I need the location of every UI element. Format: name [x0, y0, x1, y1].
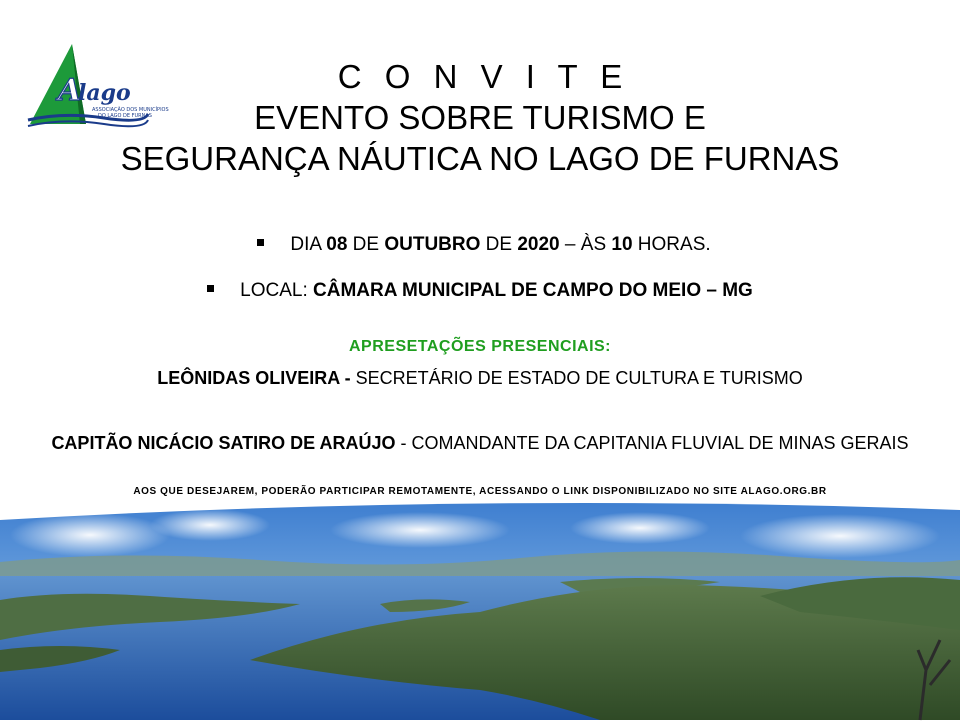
square-bullet-icon — [257, 239, 264, 246]
svg-text:A: A — [58, 73, 82, 108]
svg-text:lago: lago — [78, 80, 131, 106]
date-suffix: HORAS. — [632, 234, 711, 255]
location-label: LOCAL: — [240, 280, 314, 301]
logo-tagline-1: ASSOCIAÇÃO DOS MUNICÍPIOS — [92, 107, 169, 113]
speaker-2-name: CAPITÃO NICÁCIO SATIRO DE ARAÚJO — [51, 433, 396, 453]
date-de-2: DE — [480, 234, 518, 255]
date-month: OUTUBRO — [384, 234, 481, 255]
date-de-1: DE — [347, 234, 385, 255]
speaker-1 — [0, 368, 960, 389]
location-row — [0, 278, 960, 324]
title-block — [0, 56, 960, 179]
title-event: EVENTO SOBRE TURISMO E — [254, 99, 706, 136]
date-row — [0, 232, 960, 278]
lake-photo — [0, 500, 960, 720]
speaker-1-name: LEÔNIDAS OLIVEIRA - — [157, 368, 351, 388]
date-day: 08 — [326, 234, 348, 255]
title-convite: C O N V I T E — [337, 58, 630, 95]
date-year: 2020 — [517, 234, 560, 255]
date-prefix: DIA — [290, 234, 327, 255]
speaker-2-role: - COMANDANTE DA CAPITANIA FLUVIAL DE MINAS GERAIS — [395, 433, 909, 453]
date-hour: 10 — [611, 234, 633, 255]
remote-participation-note: AOS QUE DESEJAREM, PODERÃO PARTICIPAR REMOTAMENTE, ACESSANDO O LINK DISPONIBILIZADO NO SITE ALAGO.ORG.BR — [133, 486, 827, 497]
speaker-2 — [40, 428, 920, 458]
square-bullet-icon — [207, 285, 214, 292]
location-value: CÂMARA MUNICIPAL DE CAMPO DO MEIO – MG — [313, 280, 753, 301]
date-as: – ÀS — [559, 234, 612, 255]
event-details — [0, 232, 960, 324]
presentations-heading: APRESETAÇÕES PRESENCIAIS: — [348, 338, 612, 355]
lake-landscape-image — [0, 500, 960, 720]
title-safety: SEGURANÇA NÁUTICA NO LAGO DE FURNAS — [120, 140, 840, 177]
speaker-1-role: SECRETÁRIO DE ESTADO DE CULTURA E TURISMO — [350, 368, 803, 388]
logo-tagline-2: DO LAGO DE FURNAS — [98, 113, 152, 119]
